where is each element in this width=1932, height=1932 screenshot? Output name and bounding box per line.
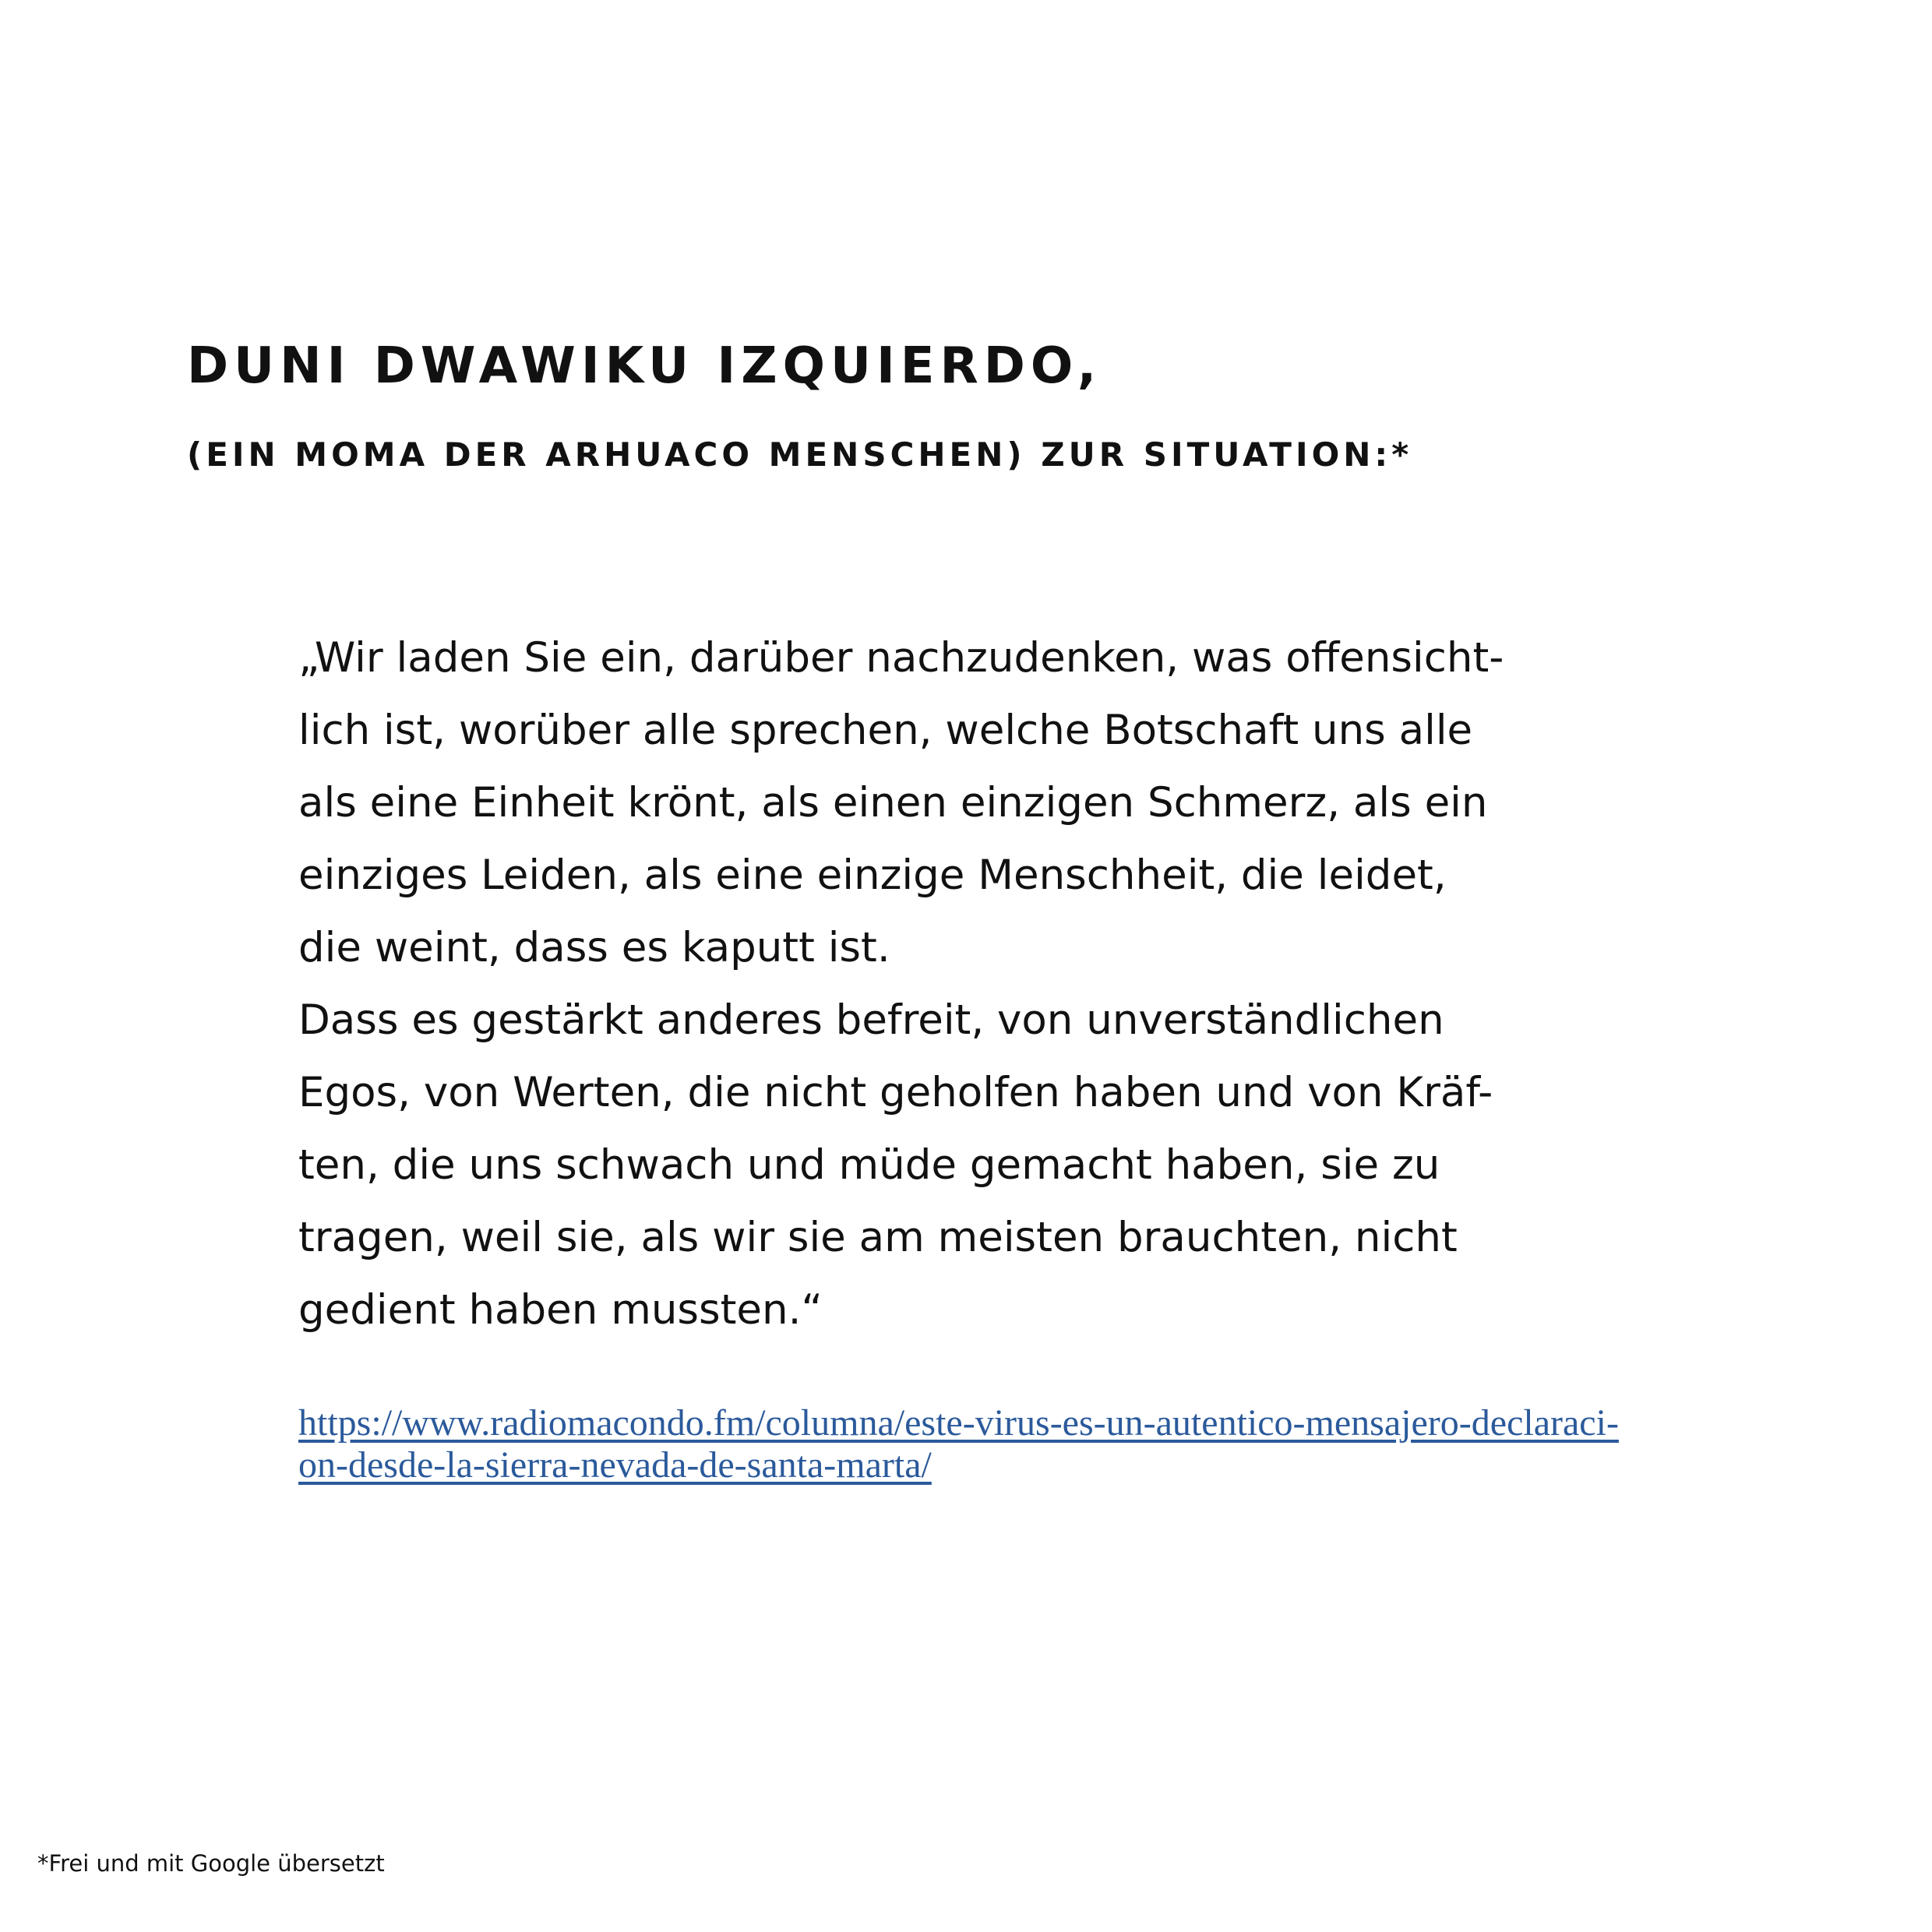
quote-line: die weint, dass es kaputt ist. <box>298 924 890 971</box>
page-title: DUNI DWAWIKU IZQUIERDO, <box>187 337 1102 395</box>
quote-line: Egos, von Werten, die nicht geholfen haben und von Kräf- <box>298 1069 1493 1116</box>
source-link-line[interactable]: https://www.radiomacondo.fm/columna/este-virus-es-un-autentico-mensajero-declaraci- <box>298 1402 1619 1444</box>
quote-line: lich ist, worüber alle sprechen, welche Botschaft uns alle <box>298 707 1473 754</box>
quote-block <box>298 622 1747 1346</box>
page-subtitle: (EIN MOMA DER ARHUACO MENSCHEN) ZUR SITUATION:* <box>187 435 1413 474</box>
source-link-line[interactable]: on-desde-la-sierra-nevada-de-santa-marta/ <box>298 1444 932 1486</box>
source-link[interactable] <box>298 1402 1747 1486</box>
quote-line: „Wir laden Sie ein, darüber nachzudenken, was offensicht- <box>298 634 1504 682</box>
quote-line: ten, die uns schwach und müde gemacht haben, sie zu <box>298 1141 1440 1189</box>
quote-line: einziges Leiden, als eine einzige Menschheit, die leidet, <box>298 851 1447 899</box>
quote-line: Dass es gestärkt anderes befreit, von unverständlichen <box>298 996 1444 1044</box>
source-link-block <box>298 1402 1747 1486</box>
quote-line: tragen, weil sie, als wir sie am meisten brauchten, nicht <box>298 1214 1458 1261</box>
quote-line: gedient haben mussten.“ <box>298 1286 823 1334</box>
quote-line: als eine Einheit krönt, als einen einzigen Schmerz, als ein <box>298 779 1488 827</box>
footnote: *Frei und mit Google übersetzt <box>37 1850 385 1877</box>
